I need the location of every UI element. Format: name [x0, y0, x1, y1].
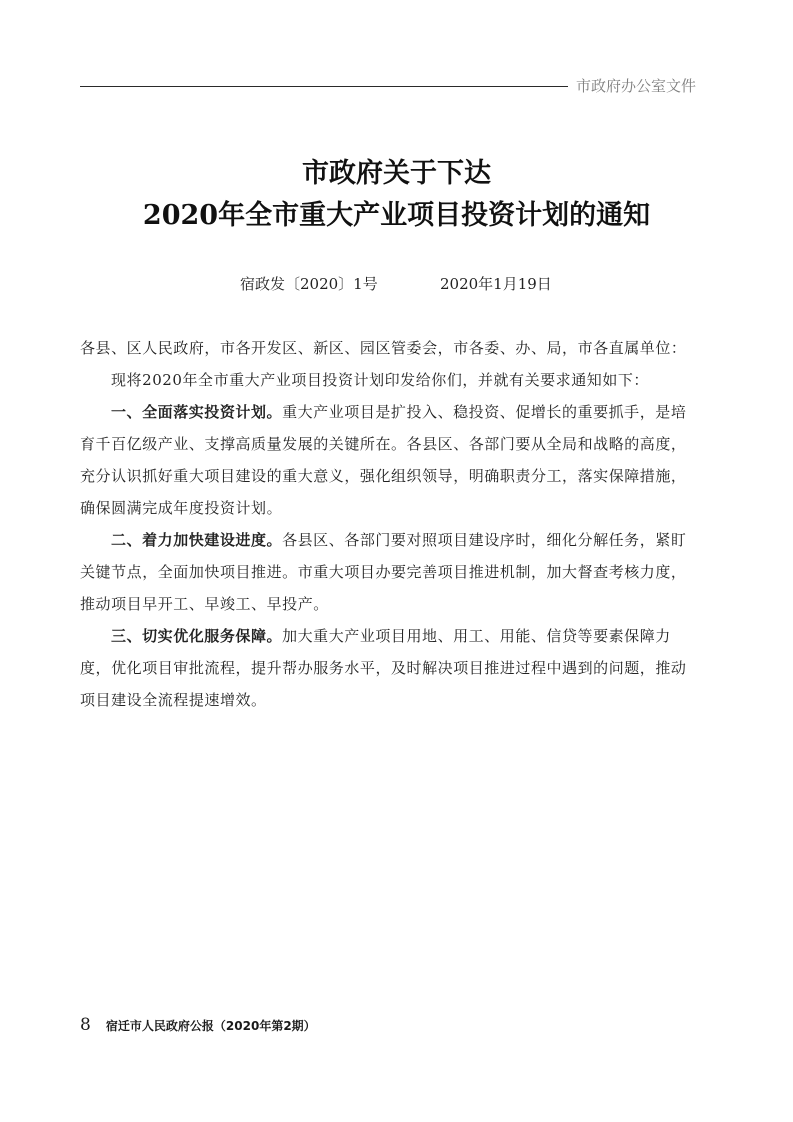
- section-2-heading: 二、着力加快建设进度。: [111, 531, 283, 549]
- section-1-heading: 一、全面落实投资计划。: [111, 403, 283, 421]
- section-1-line-4: 确保圆满完成年度投资计划。: [80, 499, 283, 517]
- section-3-line-2: 度，优化项目审批流程，提升帮办服务水平，及时解决项目推进过程中遇到的问题，推动: [80, 659, 687, 677]
- section-2-line-1: [80, 524, 720, 556]
- page-number: 8: [80, 1015, 91, 1035]
- section-2-line-3: 推动项目早开工、早竣工、早投产。: [80, 595, 329, 613]
- recipients-line: 各县、区人民政府，市各开发区、新区、园区管委会，市各委、办、局，市各直属单位：: [80, 339, 687, 357]
- document-body: [80, 332, 720, 716]
- document-title-line-2: 2020年全市重大产业项目投资计划的通知: [142, 200, 651, 231]
- document-date: 2020年1月19日: [440, 275, 552, 293]
- intro-line: 现将2020年全市重大产业项目投资计划印发给你们，并就有关要求通知如下：: [111, 371, 649, 389]
- section-2-text-1: 各县区、各部门要对照项目建设序时，细化分解任务，紧盯: [282, 531, 687, 549]
- header-label: 市政府办公室文件: [576, 77, 697, 95]
- header-rule: [80, 86, 568, 87]
- document-title-line-1: 市政府关于下达: [302, 158, 491, 189]
- section-3-heading: 三、切实优化服务保障。: [111, 627, 283, 645]
- journal-name: 宿迁市人民政府公报（2020年第2期）: [105, 1019, 316, 1033]
- section-1-line-3: 充分认识抓好重大项目建设的重大意义，强化组织领导，明确职责分工，落实保障措施，: [80, 467, 687, 485]
- section-2-line-2: 关键节点，全面加快项目推进。市重大项目办要完善项目推进机制，加大督查考核力度，: [80, 563, 687, 581]
- section-1-line-1: [80, 396, 720, 428]
- section-1-line-2: 育千百亿级产业、支撑高质量发展的关键所在。各县区、各部门要从全局和战略的高度，: [80, 435, 687, 453]
- page-footer: [80, 1014, 316, 1038]
- document-number: 宿政发〔2020〕1号: [240, 275, 378, 293]
- section-3-line-3: 项目建设全流程提速增效。: [80, 691, 267, 709]
- section-1-text-1: 重大产业项目是扩投入、稳投资、促增长的重要抓手，是培: [282, 403, 687, 421]
- section-3-line-1: [80, 620, 720, 652]
- section-3-text-1: 加大重大产业项目用地、用工、用能、信贷等要素保障力: [282, 627, 671, 645]
